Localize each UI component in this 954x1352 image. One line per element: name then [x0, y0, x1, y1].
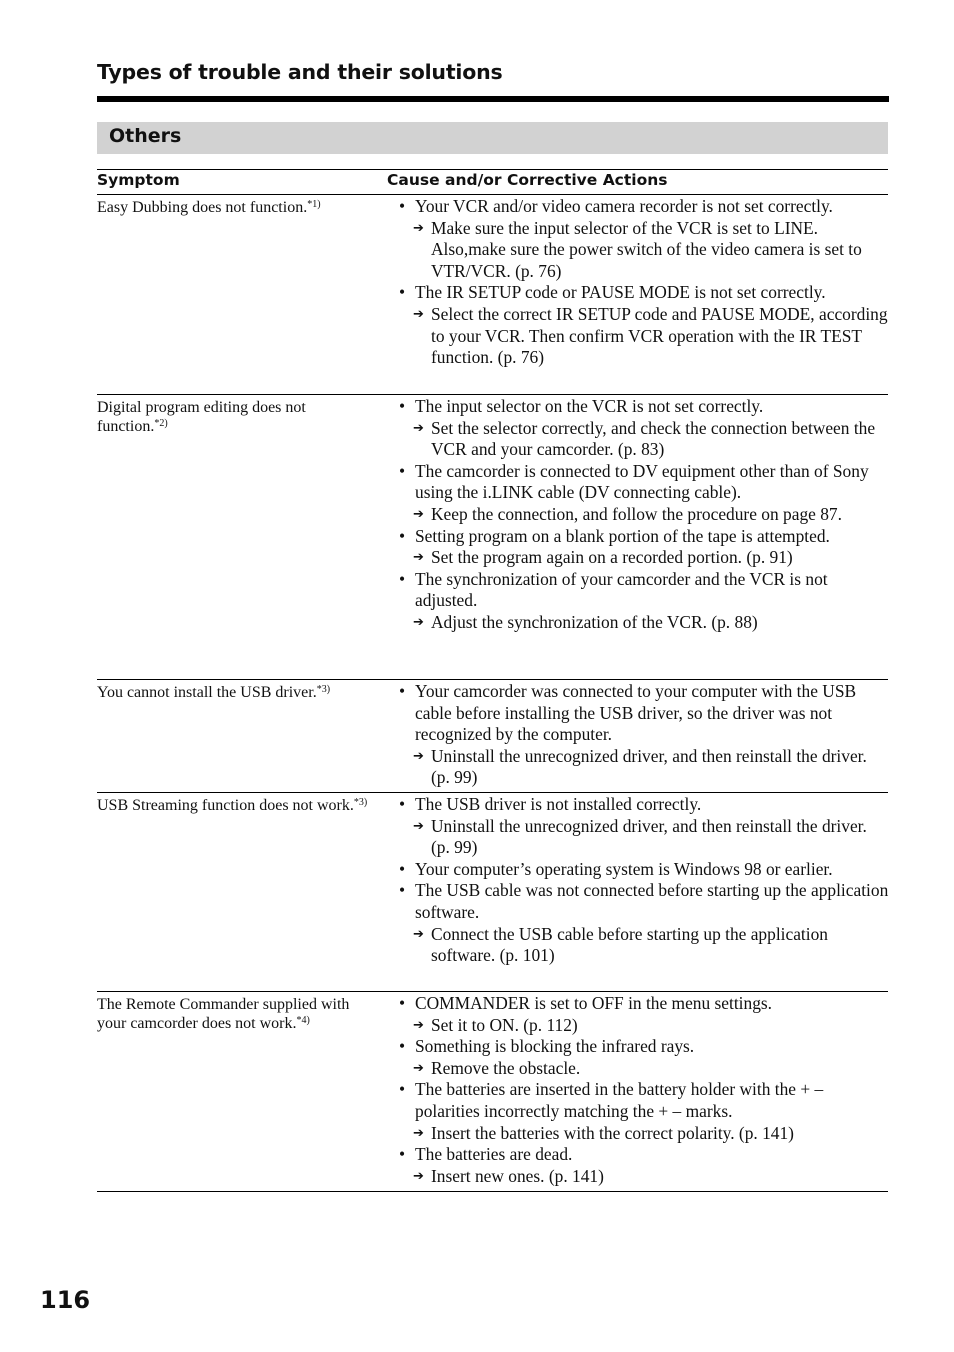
bullet-icon: • [399, 1036, 406, 1057]
column-header-symptom: Symptom [97, 171, 180, 189]
cause-item [399, 880, 889, 923]
arrow-right-icon: ➔ [413, 550, 424, 566]
column-header-cause: Cause and/or Corrective Actions [387, 171, 668, 189]
cause-item [399, 1036, 889, 1058]
cause-text: Your VCR and/or video camera recorder is not set correctly. [415, 196, 833, 216]
cause-cell [399, 794, 889, 967]
cause-cell [399, 196, 889, 369]
symptom-cell [97, 683, 369, 702]
bullet-icon: • [399, 196, 406, 216]
action-text: Remove the obstacle. [431, 1057, 581, 1078]
action-text: Select the correct IR SETUP code and PAUSE MODE, according to your VCR. Then confirm VCR operation with the IR TEST function. (p. 76) [431, 303, 888, 368]
cause-item [399, 794, 889, 816]
symptom-cell [97, 398, 369, 436]
bullet-icon: • [399, 282, 406, 303]
cause-text: COMMANDER is set to OFF in the menu settings. [415, 993, 773, 1013]
cause-item [399, 993, 889, 1015]
action-text: Connect the USB cable before starting up the application software. (p. 101) [431, 923, 828, 966]
symptom-cell [97, 198, 369, 217]
symptom-cell [97, 995, 369, 1033]
cause-text: Setting program on a blank portion of the tape is attempted. [415, 525, 830, 546]
cause-item [399, 282, 889, 304]
cause-cell [399, 681, 889, 789]
action-item [399, 547, 889, 569]
action-text: Uninstall the unrecognized driver, and then reinstall the driver. (p. 99) [431, 815, 867, 858]
arrow-right-icon: ➔ [413, 1125, 424, 1141]
action-item [399, 418, 889, 461]
arrow-right-icon: ➔ [413, 818, 424, 834]
cause-item [399, 396, 889, 418]
page-number: 116 [40, 1286, 91, 1314]
arrow-right-icon: ➔ [413, 220, 424, 236]
arrow-right-icon: ➔ [413, 1168, 424, 1184]
title-rule [97, 96, 889, 102]
bullet-icon: • [399, 568, 406, 589]
section-bar [97, 122, 888, 154]
bullet-icon: • [399, 1079, 406, 1100]
cause-text: Something is blocking the infrared rays. [415, 1036, 695, 1057]
cause-text: Your computer’s operating system is Windows 98 or earlier. [415, 858, 833, 879]
action-item [399, 304, 889, 369]
action-item [399, 1058, 889, 1080]
footnote-marker: *3) [316, 684, 331, 695]
arrow-right-icon: ➔ [413, 614, 424, 630]
arrow-right-icon: ➔ [413, 420, 424, 436]
cause-text: The batteries are inserted in the battery holder with the + – polarities incorrectly matching the + – marks. [415, 1079, 824, 1121]
bullet-icon: • [399, 396, 406, 416]
action-text: Make sure the input selector of the VCR is set to LINE. Also,make sure the power switch of the video camera is set to VTR/VCR. (p. 76) [431, 217, 862, 281]
action-text: Uninstall the unrecognized driver, and then reinstall the driver. (p. 99) [431, 745, 867, 788]
cause-cell [399, 396, 889, 634]
bullet-icon: • [399, 1144, 406, 1165]
cause-item [399, 569, 889, 612]
action-text: Set the selector correctly, and check the connection between the VCR and your camcorder. (p. 83) [431, 417, 876, 460]
cause-text: The IR SETUP code or PAUSE MODE is not set correctly. [415, 282, 826, 303]
page-title: Types of trouble and their solutions [97, 60, 503, 84]
cause-item [399, 681, 889, 746]
table-row [97, 679, 888, 793]
table-top-rule [97, 169, 888, 170]
action-item [399, 218, 889, 283]
footnote-marker: *2) [154, 418, 168, 429]
cause-text: The USB driver is not installed correctly. [415, 794, 702, 814]
arrow-right-icon: ➔ [413, 1060, 424, 1076]
symptom-text: Digital program editing does not function. [97, 399, 306, 435]
arrow-right-icon: ➔ [413, 926, 424, 942]
action-item [399, 924, 889, 967]
action-text: Set the program again on a recorded portion. (p. 91) [431, 547, 793, 568]
table-row [97, 394, 888, 680]
action-text: Set it to ON. (p. 112) [431, 1014, 578, 1035]
table-row [97, 792, 888, 992]
bullet-icon: • [399, 858, 406, 879]
footnote-marker: *4) [296, 1015, 310, 1026]
cause-text: Your camcorder was connected to your computer with the USB cable before installing the USB driver, so the driver was not recognized by the computer. [415, 681, 857, 745]
cause-item [399, 526, 889, 548]
action-item [399, 612, 889, 634]
cause-text: The USB cable was not connected before starting up the application software. [415, 880, 889, 922]
arrow-right-icon: ➔ [413, 506, 424, 522]
bullet-icon: • [399, 993, 406, 1013]
footnote-marker: *1) [307, 199, 321, 210]
action-item [399, 1015, 889, 1037]
action-item [399, 746, 889, 789]
bullet-icon: • [399, 460, 406, 481]
cause-text: The batteries are dead. [415, 1144, 573, 1165]
table-row [97, 991, 888, 1192]
symptom-text: USB Streaming function does not work. [97, 797, 354, 814]
cause-item [399, 1144, 889, 1166]
cause-text: The camcorder is connected to DV equipment other than of Sony using the i.LINK cable (DV connecting cable). [415, 460, 869, 503]
arrow-right-icon: ➔ [413, 306, 424, 322]
symptom-text: You cannot install the USB driver. [97, 684, 317, 701]
section-title: Others [109, 125, 182, 147]
table-row [97, 194, 888, 395]
cause-item [399, 461, 889, 504]
action-text: Insert the batteries with the correct polarity. (p. 141) [431, 1122, 794, 1143]
action-item [399, 1166, 889, 1188]
action-text: Adjust the synchronization of the VCR. (p. 88) [431, 611, 758, 632]
cause-text: The synchronization of your camcorder and the VCR is not adjusted. [415, 568, 828, 611]
action-item [399, 504, 889, 526]
action-text: Insert new ones. (p. 141) [431, 1165, 604, 1186]
action-item [399, 1123, 889, 1145]
action-item [399, 816, 889, 859]
cause-text: The input selector on the VCR is not set correctly. [415, 396, 764, 416]
symptom-cell [97, 796, 369, 815]
cause-item [399, 859, 889, 881]
bullet-icon: • [399, 525, 406, 546]
bullet-icon: • [399, 681, 406, 701]
bullet-icon: • [399, 794, 406, 814]
cause-item [399, 1079, 889, 1122]
action-text: Keep the connection, and follow the procedure on page 87. [431, 503, 842, 524]
symptom-text: Easy Dubbing does not function. [97, 199, 308, 216]
symptom-text: The Remote Commander supplied with your camcorder does not work. [97, 996, 350, 1032]
footnote-marker: *3) [353, 797, 368, 808]
cause-cell [399, 993, 889, 1187]
arrow-right-icon: ➔ [413, 1017, 424, 1033]
cause-item [399, 196, 889, 218]
bullet-icon: • [399, 880, 406, 901]
arrow-right-icon: ➔ [413, 748, 424, 764]
